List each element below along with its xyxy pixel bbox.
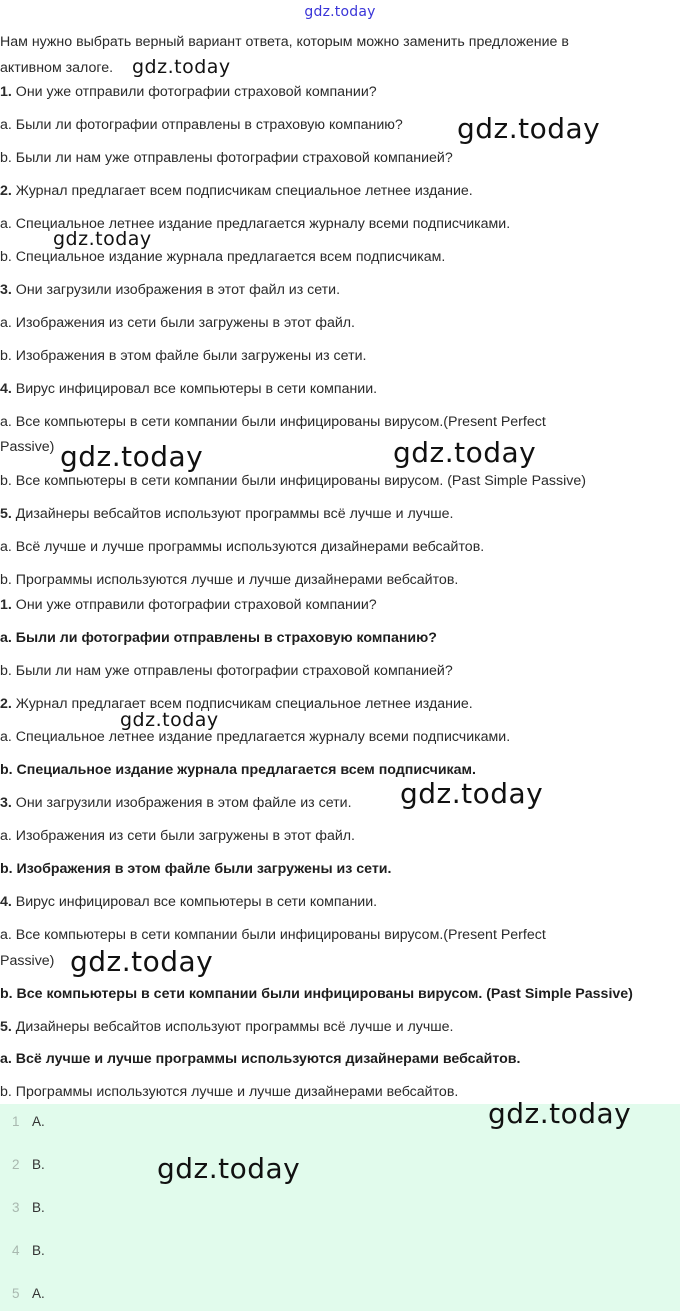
question-2 bbox=[0, 180, 680, 202]
question-number: 3. bbox=[0, 795, 12, 811]
option-1b: b. Были ли нам уже отправлены фотографии страховой компанией? bbox=[0, 150, 453, 166]
answer-row bbox=[0, 1282, 680, 1306]
question-1 bbox=[0, 81, 680, 103]
option-4a-repeat-continued: Passive) bbox=[0, 953, 55, 969]
answer-row bbox=[0, 1196, 680, 1220]
answer-value: A. bbox=[32, 1286, 45, 1301]
question-4-repeat bbox=[0, 891, 680, 913]
question-text: Дизайнеры вебсайтов используют программы всё лучше и лучше. bbox=[11, 506, 454, 522]
question-2-repeat bbox=[0, 693, 680, 715]
site-header-link[interactable]: gdz.today bbox=[304, 4, 376, 20]
answer-number: 1 bbox=[12, 1114, 20, 1129]
option-4a: a. Все компьютеры в сети компании были инфицированы вирусом.(Present Perfect bbox=[0, 414, 546, 430]
watermark: gdz.today bbox=[53, 228, 152, 250]
question-text: Они уже отправили фотографии страховой компании? bbox=[11, 597, 377, 613]
option-2a-repeat: a. Специальное летнее издание предлагается журналу всеми подписчиками. bbox=[0, 729, 511, 745]
option-5a-correct: a. Всё лучше и лучше программы используются дизайнерами вебсайтов. bbox=[0, 1051, 521, 1067]
answer-number: 5 bbox=[12, 1286, 20, 1301]
answer-number: 2 bbox=[12, 1157, 20, 1172]
question-text: Журнал предлагает всем подписчикам специальное летнее издание. bbox=[11, 696, 473, 712]
question-text: Журнал предлагает всем подписчикам специальное летнее издание. bbox=[11, 183, 473, 199]
option-4a-repeat: a. Все компьютеры в сети компании были инфицированы вирусом.(Present Perfect bbox=[0, 927, 546, 943]
question-5-repeat bbox=[0, 1016, 680, 1038]
question-number: 2. bbox=[0, 696, 12, 712]
question-number: 2. bbox=[0, 183, 12, 199]
option-4b-correct: b. Все компьютеры в сети компании были инфицированы вирусом. (Past Simple Passive) bbox=[0, 986, 633, 1002]
answer-row bbox=[0, 1110, 680, 1134]
question-3-repeat bbox=[0, 792, 680, 814]
intro-line-2: активном залоге. bbox=[0, 60, 114, 76]
question-number: 1. bbox=[0, 84, 12, 100]
option-2b: b. Специальное издание журнала предлагается всем подписчикам. bbox=[0, 249, 446, 265]
answer-value: A. bbox=[32, 1114, 45, 1129]
question-text: Вирус инфицировал все компьютеры в сети компании. bbox=[11, 381, 378, 397]
question-text: Они уже отправили фотографии страховой компании? bbox=[11, 84, 377, 100]
watermark: gdz.today bbox=[400, 777, 544, 810]
answer-number: 3 bbox=[12, 1200, 20, 1215]
question-text: Они загрузили изображения в этом файле из сети. bbox=[11, 795, 352, 811]
question-text: Вирус инфицировал все компьютеры в сети компании. bbox=[11, 894, 378, 910]
question-5 bbox=[0, 503, 680, 525]
question-number: 5. bbox=[0, 1019, 12, 1035]
question-3 bbox=[0, 279, 680, 301]
intro-line-1: Нам нужно выбрать верный вариант ответа, которым можно заменить предложение в bbox=[0, 34, 569, 50]
option-3b-correct: b. Изображения в этом файле были загружены из сети. bbox=[0, 861, 392, 877]
watermark: gdz.today bbox=[393, 436, 537, 469]
answer-value: B. bbox=[32, 1157, 45, 1172]
option-3a-repeat: a. Изображения из сети были загружены в этот файл. bbox=[0, 828, 355, 844]
option-3a: a. Изображения из сети были загружены в этот файл. bbox=[0, 315, 355, 331]
watermark: gdz.today bbox=[157, 1152, 301, 1185]
answer-value: B. bbox=[32, 1243, 45, 1258]
option-5b-repeat: b. Программы используются лучше и лучше дизайнерами вебсайтов. bbox=[0, 1084, 459, 1100]
watermark: gdz.today bbox=[457, 112, 601, 145]
question-number: 4. bbox=[0, 894, 12, 910]
option-2b-correct: b. Специальное издание журнала предлагается всем подписчикам. bbox=[0, 762, 476, 778]
option-5b: b. Программы используются лучше и лучше дизайнерами вебсайтов. bbox=[0, 572, 459, 588]
question-number: 3. bbox=[0, 282, 12, 298]
watermark: gdz.today bbox=[120, 709, 219, 731]
answer-row bbox=[0, 1153, 680, 1177]
question-text: Они загрузили изображения в этот файл из сети. bbox=[11, 282, 341, 298]
watermark: gdz.today bbox=[488, 1097, 632, 1130]
option-4b: b. Все компьютеры в сети компании были инфицированы вирусом. (Past Simple Passive) bbox=[0, 473, 586, 489]
option-4a-continued: Passive) bbox=[0, 439, 55, 455]
answer-value: B. bbox=[32, 1200, 45, 1215]
option-2a: a. Специальное летнее издание предлагается журналу всеми подписчиками. bbox=[0, 216, 511, 232]
option-5a: a. Всё лучше и лучше программы используются дизайнерами вебсайтов. bbox=[0, 539, 485, 555]
answer-number: 4 bbox=[12, 1243, 20, 1258]
watermark: gdz.today bbox=[70, 945, 214, 978]
question-number: 4. bbox=[0, 381, 12, 397]
option-3b: b. Изображения в этом файле были загружены из сети. bbox=[0, 348, 367, 364]
option-1a: a. Были ли фотографии отправлены в страховую компанию? bbox=[0, 117, 403, 133]
answers-panel bbox=[0, 1104, 680, 1311]
question-number: 1. bbox=[0, 597, 12, 613]
option-1a-correct: a. Были ли фотографии отправлены в страховую компанию? bbox=[0, 630, 437, 646]
question-text: Дизайнеры вебсайтов используют программы всё лучше и лучше. bbox=[11, 1019, 454, 1035]
watermark: gdz.today bbox=[60, 440, 204, 473]
option-1b-repeat: b. Были ли нам уже отправлены фотографии страховой компанией? bbox=[0, 663, 453, 679]
watermark: gdz.today bbox=[132, 56, 231, 78]
question-1-repeat bbox=[0, 594, 680, 616]
answer-row bbox=[0, 1239, 680, 1263]
question-4 bbox=[0, 378, 680, 400]
question-number: 5. bbox=[0, 506, 12, 522]
